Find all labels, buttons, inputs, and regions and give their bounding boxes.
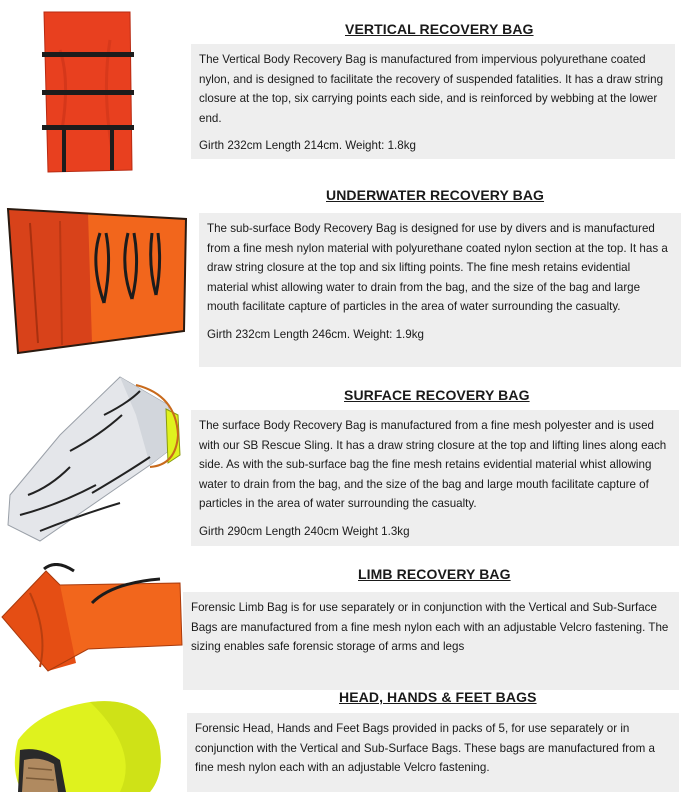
description-box-surface (191, 410, 679, 546)
specs-vertical: Girth 232cm Length 214cm. Weight: 1.8kg (199, 139, 416, 152)
section-title-surface: SURFACE RECOVERY BAG (344, 387, 530, 403)
section-title-head-hands-feet: HEAD, HANDS & FEET BAGS (339, 689, 537, 705)
limb-recovery-bag-image (0, 563, 185, 675)
description-limb: Forensic Limb Bag is for use separately or in conjunction with the Vertical and Sub-Surface Bags are manufactured from a fine mesh nylon each with an adjustable Velcro fastening. The sizing enables safe forensic storage of arms and legs (191, 601, 669, 653)
section-title-vertical: VERTICAL RECOVERY BAG (345, 21, 534, 37)
head-hands-feet-bag-image (0, 690, 180, 792)
underwater-recovery-bag-image (0, 203, 190, 355)
description-surface: The surface Body Recovery Bag is manufactured from a fine mesh polyester and is used with our SB Rescue Sling. It has a draw string closure at the top and lifting lines along each side. As with the sub-surface bag the fine mesh retains evidential material whist allowing water to drain from the bag, and the size of the bag and large mouth facilitate capture of particles in the area of water surrounding the casualty. (199, 419, 667, 510)
description-box-vertical (191, 44, 675, 159)
vertical-recovery-bag-image (40, 10, 136, 176)
section-title-limb: LIMB RECOVERY BAG (358, 566, 511, 582)
description-vertical: The Vertical Body Recovery Bag is manufactured from impervious polyurethane coated nylon, and is designed to facilitate the recovery of suspended fatalities. It has a draw string closure at the top, six carrying points each side, and is reinforced by webbing at the lower end. (199, 53, 664, 125)
specs-underwater: Girth 232cm Length 246cm. Weight: 1.9kg (207, 327, 424, 341)
description-underwater: The sub-surface Body Recovery Bag is designed for use by divers and is manufactured from a fine mesh nylon material with polyurethane coated nylon section at the top. It has a draw string closure at the top and six lifting points. The fine mesh retains evidential material whist allowing water to drain from the bag, and the size of the bag and large mouth facilitate capture of particles in the area of water surrounding the casualty. (207, 222, 668, 313)
description-head-hands-feet: Forensic Head, Hands and Feet Bags provided in packs of 5, for use separately or in conjunction with the Vertical and Sub-Surface Bags. These bags are manufactured from a fine mesh nylon each with an adjustable Velcro fastening. (195, 722, 655, 774)
description-box-limb (183, 592, 679, 690)
description-box-underwater (199, 213, 681, 367)
section-title-underwater: UNDERWATER RECOVERY BAG (326, 187, 545, 203)
surface-recovery-bag-image (0, 375, 190, 543)
description-box-head-hands-feet (187, 713, 679, 792)
specs-surface: Girth 290cm Length 240cm Weight 1.3kg (199, 524, 410, 538)
